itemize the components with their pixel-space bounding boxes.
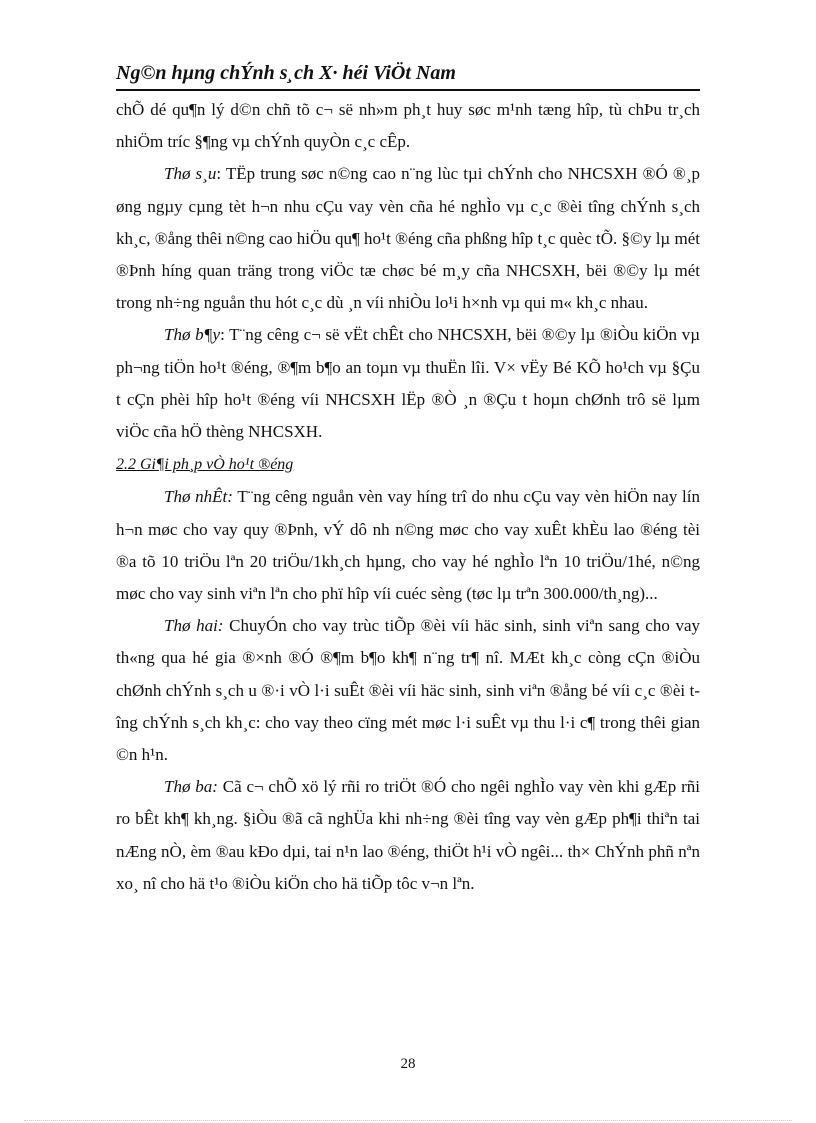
header-rule [116, 89, 700, 91]
running-header: Ng©n hµng chÝnh s¸ch X· héi ViÖt Nam [116, 62, 456, 84]
section-heading-row [116, 448, 700, 481]
section-heading: 2.2 Gi¶i ph¸p vÒ ho¹t ®éng [116, 456, 294, 474]
paragraph-text: chÕ dé qu¶n lý d©n chñ tõ c¬ së nh»m ph¸t huy søc m¹nh tæng hîp, tù chÞu tr¸ch nhiÖm tríc §¶ng vµ chÝnh quyÒn c¸c cÊp. [116, 100, 700, 152]
paragraph-lead: Thø b¶y [164, 325, 221, 345]
paragraph-lead: Thø s¸u [164, 164, 217, 184]
solution-thu-ba [116, 771, 700, 900]
page-number: 28 [400, 1056, 416, 1072]
solution-text: ChuyÓn cho vay trùc tiÕp ®èi víi häc sinh, sinh viªn sang cho vay th«ng qua hé gia ®×nh ®Ó ®¶m b¶o kh¶ n¨ng tr¶ nî. MÆt kh¸c còng cÇn ®iÒu chØnh chÝnh s¸ch u ®·i vÒ l·i suÊt ®èi víi häc sinh, sinh viªn ®ång bé víi c¸c ®èi tîng chÝnh s¸ch kh¸c: cho vay theo cïng mét møc l·i suÊt vµ thu l·i c¶ trong thêi gian ©n h¹n. [116, 616, 700, 765]
paragraph-thu-bay [116, 319, 700, 448]
paragraph-continuation [116, 94, 700, 158]
paragraph-text: : T¨ng cêng c¬ së vËt chÊt cho NHCSXH, bëi ®©y lµ ®iÒu kiÖn vµ ph¬ng tiÖn ho¹t ®éng, ®¶m b¶o an toµn vµ thuËn lîi. V× vËy Bé KÕ ho¹ch vµ §Çu t cÇn phèi hîp ho¹t ®éng víi NHCSXH lËp ®Ò ¸n ®Çu t hoµn chØnh trô së lµm viÖc cña hÖ thèng NHCSXH. [116, 325, 700, 442]
page-bottom-border [24, 1120, 792, 1121]
solution-thu-hai [116, 610, 700, 771]
solution-text: Cã c¬ chÕ xö lý rñi ro triÖt ®Ó cho ngêi nghÌo vay vèn khi gÆp rñi ro bÊt kh¶ kh¸ng. §iÒu ®ã cã nghÜa khi nh÷ng ®èi tîng vay vèn gÆp ph¶i thiªn tai nÆng nÒ, èm ®au kÐo dµi, tai n¹n lao ®éng, thiÖt h¹i vÒ ngêi... th× ChÝnh phñ nªn xo¸ nî cho hä t¹o ®iÒu kiÖn cho hä tiÕp tôc v¬n lªn. [116, 777, 700, 893]
body-text [116, 94, 700, 900]
solution-thu-nhat [116, 481, 700, 610]
solution-lead: Thø nhÊt: [164, 487, 233, 507]
paragraph-text: : TËp trung søc n©ng cao n¨ng lùc tµi chÝnh cho NHCSXH ®Ó ®¸p øng ngµy cµng tèt h¬n nhu cÇu vay vèn cña hé nghÌo vµ c¸c ®èi tîng chÝnh s¸ch kh¸c, ®ång thêi n©ng cao hiÖu qu¶ ho¹t ®éng cña phßng hîp t¸c quèc tÕ. §©y lµ mét ®Þnh híng quan träng trong viÖc tæ chøc bé m¸y cña NHCSXH, bëi ®©y lµ mét trong nh÷ng nguån thu hót c¸c dù ¸n víi nhiÒu lo¹i h×nh vµ qui m« kh¸c nhau. [116, 164, 700, 313]
solution-lead: Thø hai: [164, 616, 224, 636]
solution-lead: Thø ba: [164, 777, 218, 797]
solution-text: T¨ng cêng nguån vèn vay híng trî do nhu cÇu vay vèn hiÖn nay lín h¬n møc cho vay quy ®Þnh, vÝ dô nh n©ng møc cho vay xuÊt khÈu lao ®éng tèi ®a tõ 10 triÖu lªn 20 triÖu/1kh¸ch hµng, cho vay hé nghÌo lªn 10 triÖu/1hé, n©ng møc cho vay sinh viªn lªn cho phï hîp víi cuéc sèng (tøc lµ trªn 300.000/th¸ng)... [116, 487, 700, 604]
paragraph-thu-sau [116, 158, 700, 319]
